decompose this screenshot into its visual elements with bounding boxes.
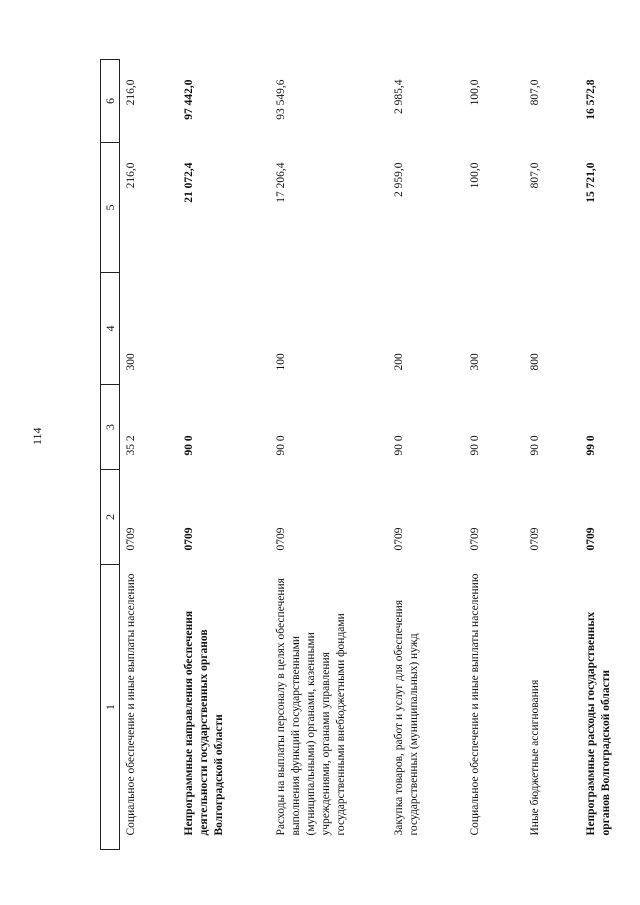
row-amount-2: 97 442,0 (183, 79, 195, 120)
header-col-6: 6 (101, 60, 120, 143)
row-target: 99 0 (585, 435, 597, 456)
row-name: Закупка товаров, работ и услуг для обеспечения государственных (муниципальных) нужд (393, 599, 420, 836)
header-col-5: 5 (101, 143, 120, 273)
budget-table (100, 59, 640, 850)
row-expense-type: 800 (529, 353, 541, 371)
row-target: 90 0 (275, 435, 287, 456)
row-target: 90 0 (393, 435, 405, 456)
table-row (528, 60, 584, 850)
row-amount-2: 100,0 (469, 79, 481, 106)
header-col-3: 3 (101, 385, 120, 470)
row-amount-1: 100,0 (469, 162, 481, 189)
row-name: Социальное обеспечение и иные выплаты населению (125, 573, 137, 836)
table-row (584, 60, 640, 850)
row-expense-type: 300 (125, 353, 137, 371)
table-header-row (101, 60, 120, 850)
row-section: 0709 (469, 527, 481, 551)
row-name: Иные бюджетные ассигнования (529, 679, 541, 836)
row-amount-1: 17 206,4 (275, 162, 287, 203)
row-section: 0709 (529, 527, 541, 551)
row-section: 0709 (275, 527, 287, 551)
row-section: 0709 (585, 527, 597, 551)
row-section: 0709 (183, 527, 195, 551)
row-amount-2: 16 572,8 (585, 79, 597, 120)
table-row (468, 60, 528, 850)
row-target: 90 0 (529, 435, 541, 456)
row-name: Непрограммные направления обеспечения деятельности государственных органов Волгоградской области (183, 610, 225, 836)
row-amount-2: 807,0 (529, 79, 541, 106)
row-target: 35 2 (125, 435, 137, 456)
row-amount-1: 15 721,0 (585, 162, 597, 203)
row-section: 0709 (393, 527, 405, 551)
row-amount-2: 2 985,4 (393, 79, 405, 114)
row-expense-type (584, 273, 640, 385)
row-amount-1: 21 072,4 (183, 162, 195, 203)
row-section: 0709 (125, 527, 137, 551)
header-col-1: 1 (101, 565, 120, 850)
table-row (120, 60, 183, 850)
row-target: 90 0 (469, 435, 481, 456)
row-expense-type: 200 (393, 353, 405, 371)
header-col-4: 4 (101, 273, 120, 385)
row-name: Социальное обеспечение и иные выплаты населению (469, 573, 481, 836)
row-target: 90 0 (183, 435, 195, 456)
budget-table-rotated (100, 60, 640, 850)
table-row (274, 60, 392, 850)
page-number: 114 (30, 427, 44, 445)
row-amount-1: 807,0 (529, 162, 541, 189)
table-row (392, 60, 468, 850)
row-amount-1: 2 959,0 (393, 162, 405, 197)
row-amount-2: 93 549,6 (275, 79, 287, 120)
row-amount-2: 216,0 (125, 79, 137, 106)
row-name: Расходы на выплаты персоналу в целях обеспечения выполнения функций государственными (муниципальными) органами, казенными учреждениями, органами управления государственными внебюджетными фондами (275, 578, 347, 836)
row-name: Непрограммные расходы государственных органов Волгоградской области (585, 611, 612, 836)
header-col-2: 2 (101, 470, 120, 565)
row-expense-type (182, 273, 274, 385)
row-expense-type: 100 (275, 353, 287, 371)
table-row (182, 60, 274, 850)
row-expense-type: 300 (469, 353, 481, 371)
row-amount-1: 216,0 (125, 162, 137, 189)
